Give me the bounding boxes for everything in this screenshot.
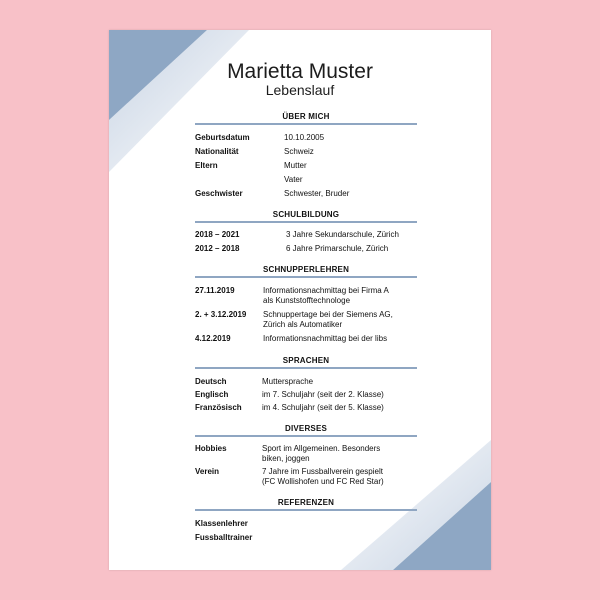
section-title-about: ÜBER MICH (282, 112, 330, 121)
language-level: Muttersprache (262, 377, 314, 386)
misc-label: Hobbies (195, 444, 227, 453)
school-description: 3 Jahre Sekundarschule, Zürich (286, 230, 399, 239)
about-value: Schwester, Bruder (284, 189, 350, 198)
about-label: Geschwister (195, 189, 243, 198)
language-level: im 4. Schuljahr (seit der 5. Klasse) (262, 403, 384, 412)
about-value: Mutter (284, 161, 307, 170)
section-divider (195, 509, 417, 511)
section-divider (195, 435, 417, 437)
trial-date: 27.11.2019 (195, 286, 235, 295)
section-title-school: SCHULBILDUNG (272, 210, 340, 219)
cv-page (109, 30, 491, 570)
document-subtitle: Lebenslauf (265, 82, 335, 98)
section-divider (195, 123, 417, 125)
misc-value: Sport im Allgemeinen. Besonders biken, joggen (262, 444, 381, 463)
about-label: Nationalität (195, 147, 239, 156)
misc-value: 7 Jahre im Fussballverein gespielt (FC Wollishofen und FC Red Star) (262, 467, 384, 486)
language-name: Englisch (195, 390, 229, 399)
section-title-misc: DIVERSES (284, 424, 328, 433)
section-divider (195, 367, 417, 369)
school-period: 2012 – 2018 (195, 244, 240, 253)
trial-description: Informationsnachmittag bei der libs (263, 334, 388, 343)
reference-name: Fussballtrainer (195, 533, 253, 542)
school-description: 6 Jahre Primarschule, Zürich (286, 244, 389, 253)
section-title-trial: SCHNUPPERLEHREN (262, 265, 350, 274)
trial-date: 2. + 3.12.2019 (195, 310, 247, 319)
school-period: 2018 – 2021 (195, 230, 240, 239)
section-title-references: REFERENZEN (277, 498, 335, 507)
about-label: Geburtsdatum (195, 133, 250, 142)
trial-date: 4.12.2019 (195, 334, 231, 343)
about-value: 10.10.2005 (284, 133, 325, 142)
section-divider (195, 276, 417, 278)
trial-description: Informationsnachmittag bei Firma A als Kunststofftechnologe (263, 286, 389, 305)
section-title-languages: SPRACHEN (282, 356, 330, 365)
about-value: Schweiz (284, 147, 314, 156)
misc-label: Verein (195, 467, 220, 476)
section-divider (195, 221, 417, 223)
language-name: Französisch (195, 403, 242, 412)
reference-name: Klassenlehrer (195, 519, 248, 528)
person-name: Marietta Muster (227, 60, 373, 83)
language-name: Deutsch (195, 377, 227, 386)
language-level: im 7. Schuljahr (seit der 2. Klasse) (262, 390, 384, 399)
about-label: Eltern (195, 161, 218, 170)
about-value: Vater (284, 175, 303, 184)
trial-description: Schnuppertage bei der Siemens AG, Zürich als Automatiker (263, 310, 393, 329)
